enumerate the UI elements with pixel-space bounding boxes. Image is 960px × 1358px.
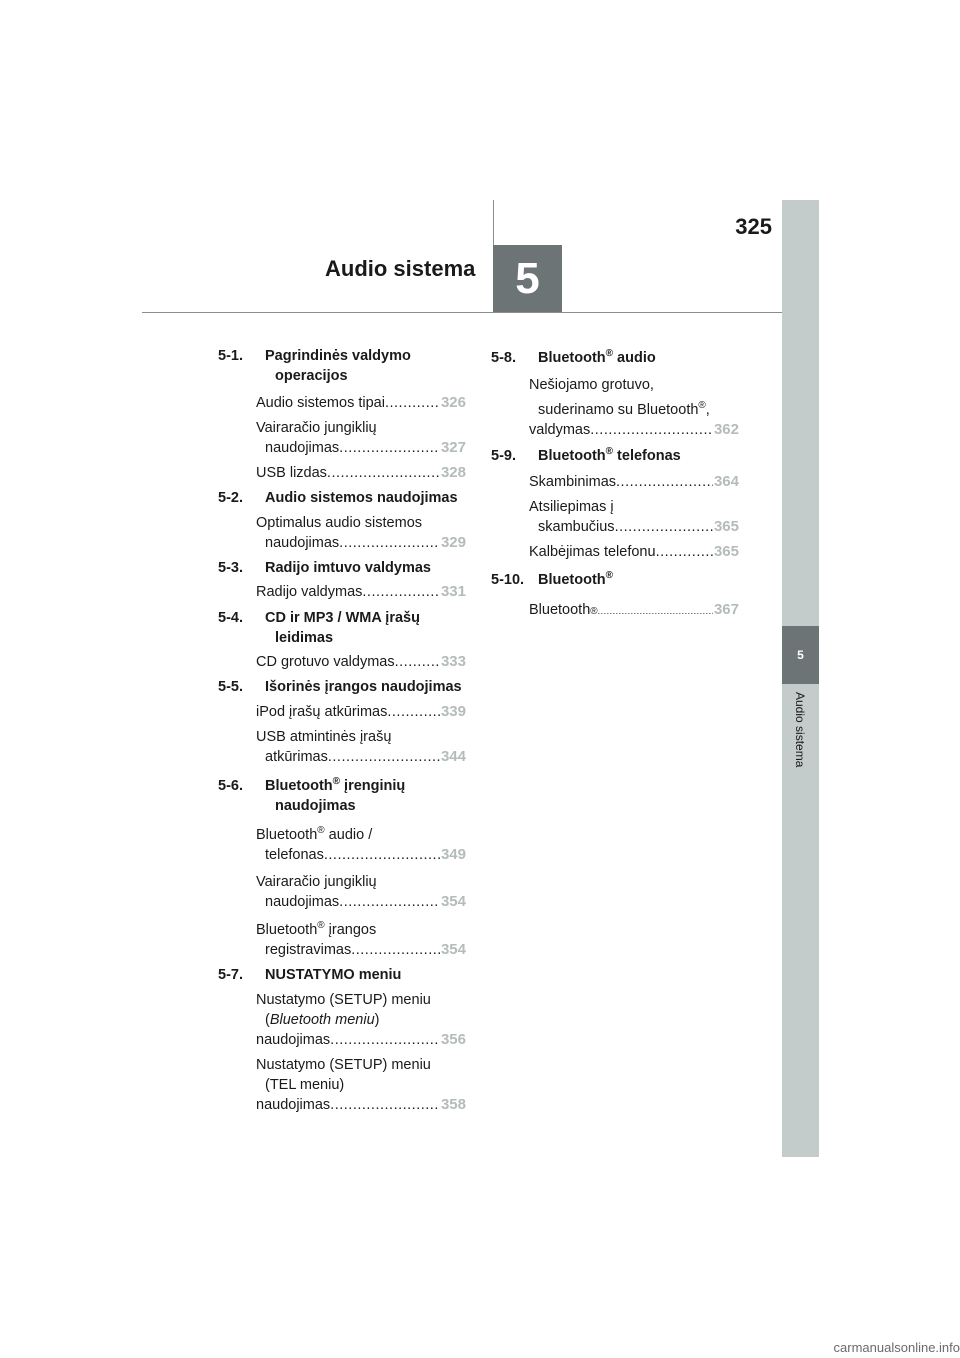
toc-section-5-4[interactable]: 5-4. CD ir MP3 / WMA įrašų leidimas [218, 610, 420, 646]
toc-section-5-3[interactable]: 5-3. Radijo imtuvo valdymas [218, 560, 431, 576]
page-link[interactable]: 362 [713, 421, 739, 438]
toc-section-5-6[interactable]: 5-6. Bluetooth® įrenginių naudojimas [218, 776, 406, 814]
page-link[interactable]: 365 [713, 518, 739, 535]
side-tab-chapter-number[interactable]: 5 [782, 626, 819, 684]
toc-entry[interactable]: iPod įrašų atkūrimas ..... 339 [256, 702, 466, 722]
toc-entry[interactable]: USB lizdas ..... 328 [256, 463, 466, 483]
page-link[interactable]: 327 [440, 439, 466, 456]
page-link[interactable]: 331 [440, 583, 466, 600]
toc-section-5-5[interactable]: 5-5. Išorinės įrangos naudojimas [218, 679, 462, 695]
toc-entry[interactable]: Audio sistemos tipai ..... 326 [256, 393, 466, 413]
page-link[interactable]: 354 [440, 893, 466, 910]
page-link[interactable]: 328 [440, 464, 466, 481]
toc-section-5-8[interactable]: 5-8. Bluetooth® audio [491, 348, 656, 366]
toc-entry[interactable]: USB atmintinės įrašų atkūrimas ..... 344 [256, 727, 466, 767]
toc-entry[interactable]: Bluetooth® įrangos registravimas ..... 354 [256, 920, 466, 960]
toc-entry[interactable]: Vairaračio jungiklių naudojimas ..... 327 [256, 418, 466, 458]
page-link[interactable]: 365 [713, 543, 739, 560]
toc-section-5-9[interactable]: 5-9. Bluetooth® telefonas [491, 446, 681, 464]
header-horizontal-rule [142, 312, 782, 313]
toc-entry[interactable]: Nustatymo (SETUP) meniu (TEL meniu) naudojimas ..... 358 [256, 1055, 466, 1115]
toc-section-5-1[interactable]: 5-1. Pagrindinės valdymo operacijos [218, 348, 411, 384]
toc-entry[interactable]: Skambinimas ..... 364 [529, 472, 739, 492]
toc-entry[interactable]: Atsiliepimas į skambučius ..... 365 [529, 497, 739, 537]
toc-section-5-10[interactable]: 5-10. Bluetooth® [491, 570, 614, 588]
chapter-number-box: 5 [493, 245, 562, 312]
page-link[interactable]: 367 [713, 601, 739, 618]
page-link[interactable]: 339 [440, 703, 466, 720]
header-vertical-rule [493, 200, 494, 246]
page-link[interactable]: 354 [440, 941, 466, 958]
toc-entry[interactable]: Nešiojamo grotuvo, suderinamo su Bluetooth®, valdymas ..... 362 [529, 375, 739, 440]
page-link[interactable]: 326 [440, 394, 466, 411]
toc-entry[interactable]: Bluetooth® audio / telefonas ..... 349 [256, 825, 466, 865]
chapter-title: Audio sistema [325, 256, 476, 281]
page-link[interactable]: 358 [440, 1096, 466, 1113]
page-link[interactable]: 349 [440, 846, 466, 863]
toc-section-5-7[interactable]: 5-7. NUSTATYMO meniu [218, 967, 402, 983]
toc-entry[interactable]: Bluetooth ® ..... 367 [529, 600, 739, 621]
page-link[interactable]: 356 [440, 1031, 466, 1048]
side-tab-label: Audio sistema [793, 692, 807, 768]
page-link[interactable]: 344 [440, 748, 466, 765]
toc-entry[interactable]: CD grotuvo valdymas ..... 333 [256, 652, 466, 672]
watermark: carmanualsonline.info [833, 1340, 960, 1355]
page-link[interactable]: 333 [440, 653, 466, 670]
toc-entry[interactable]: Nustatymo (SETUP) meniu (Bluetooth meniu) naudojimas ..... 356 [256, 990, 466, 1050]
toc-entry[interactable]: Kalbėjimas telefonu ..... 365 [529, 542, 739, 562]
toc-entry[interactable]: Optimalus audio sistemos naudojimas ..... 329 [256, 513, 466, 553]
toc-entry[interactable]: Radijo valdymas ..... 331 [256, 582, 466, 602]
page-link[interactable]: 364 [713, 473, 739, 490]
page-number: 325 [735, 214, 772, 239]
toc-section-5-2[interactable]: 5-2. Audio sistemos naudojimas [218, 490, 458, 506]
page-link[interactable]: 329 [440, 534, 466, 551]
toc-entry[interactable]: Vairaračio jungiklių naudojimas ..... 354 [256, 872, 466, 912]
